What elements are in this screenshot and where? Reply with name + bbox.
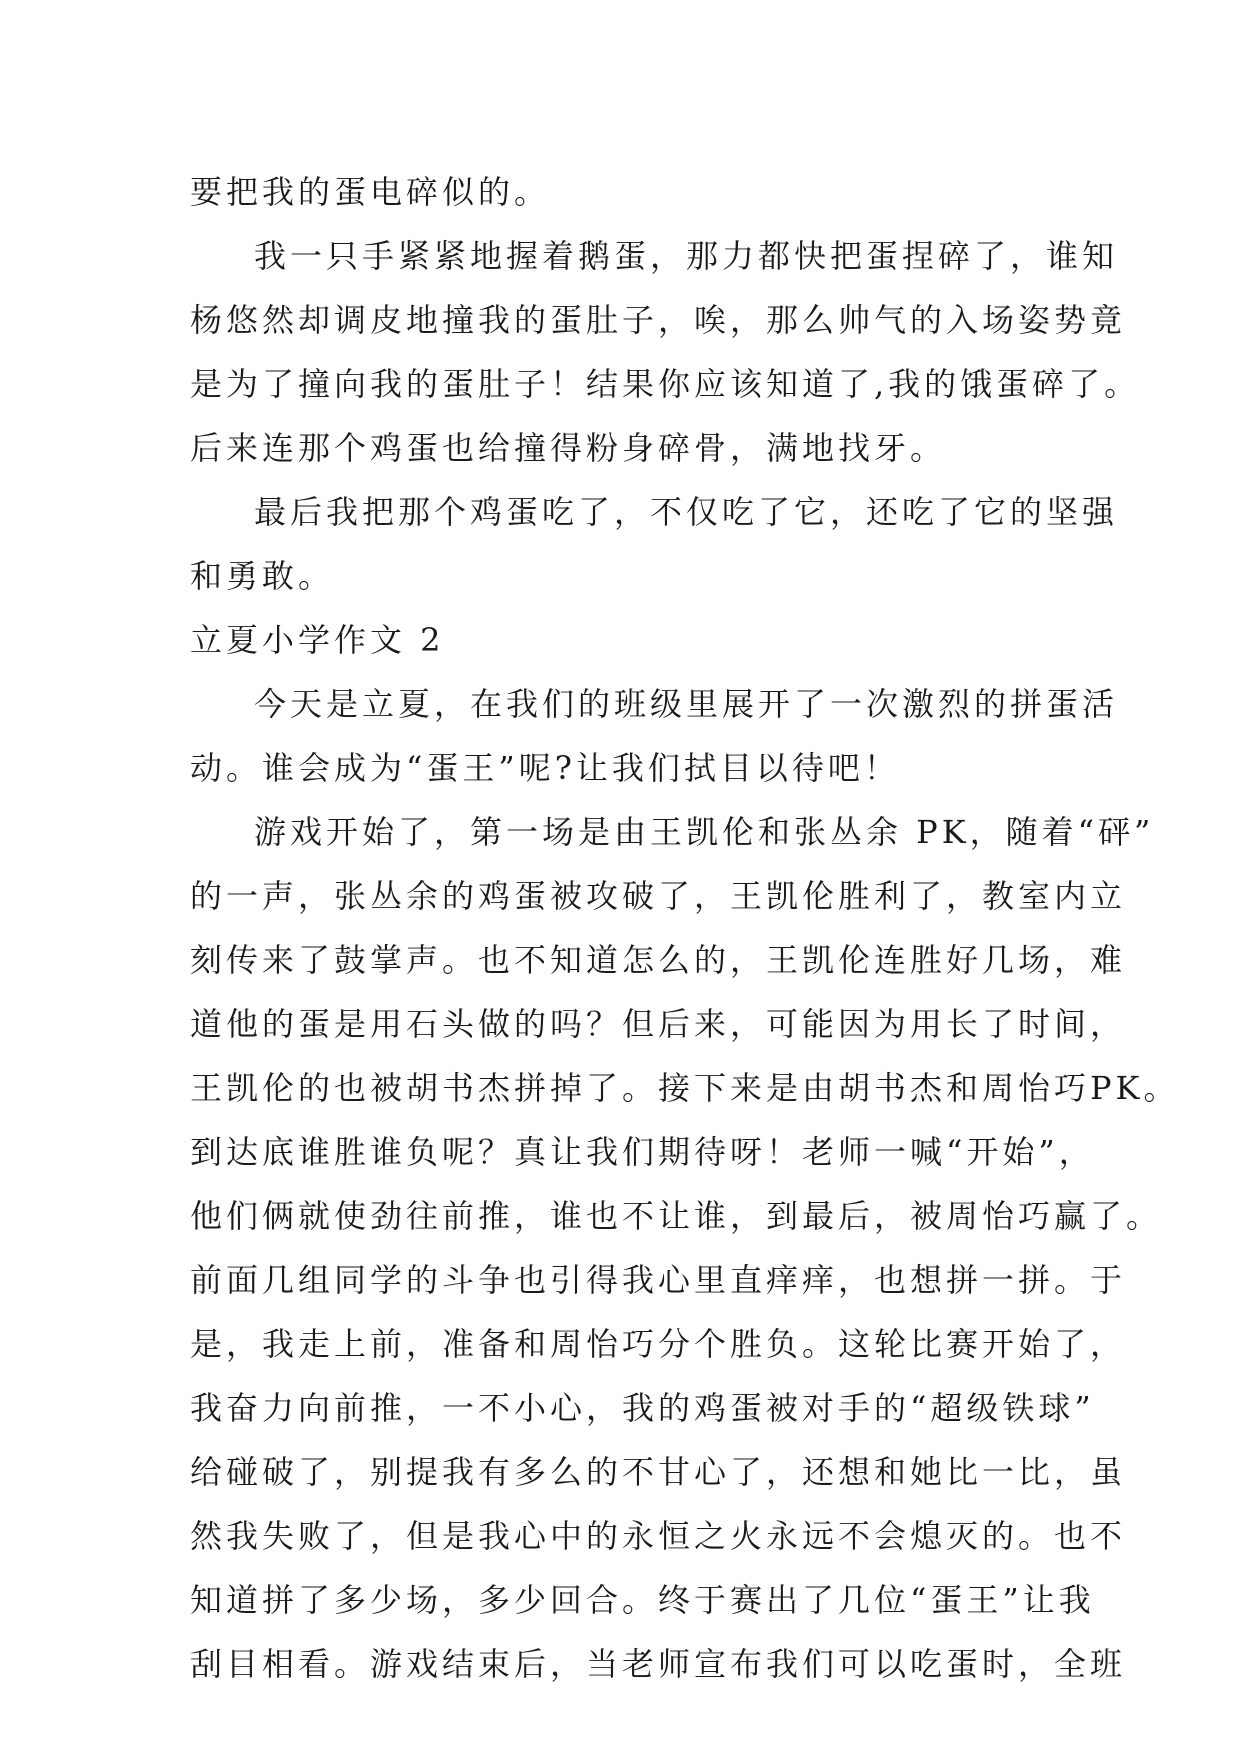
- text-line: 我奋力向前推，一不小心，我的鸡蛋被对手的“超级铁球”: [190, 1389, 1095, 1427]
- text-line: 他们俩就使劲往前推，谁也不让谁，到最后，被周怡巧赢了。: [190, 1197, 1163, 1235]
- text-line: 王凯伦的也被胡书杰拼掉了。接下来是由胡书杰和周怡巧PK。: [190, 1069, 1180, 1107]
- text-line: 是，我走上前，准备和周怡巧分个胜负。这轮比赛开始了，: [190, 1325, 1127, 1363]
- text-line: 游戏开始了，第一场是由王凯伦和张丛余 PK，随着“砰”: [254, 813, 1155, 851]
- text-line: 的一声，张丛余的鸡蛋被攻破了，王凯伦胜利了，教室内立: [190, 877, 1127, 915]
- text-line: 前面几组同学的斗争也引得我心里直痒痒，也想拼一拼。于: [190, 1261, 1127, 1299]
- text-line: 知道拼了多少场，多少回合。终于赛出了几位“蛋王”让我: [190, 1581, 1095, 1619]
- text-line: 动。谁会成为“蛋王”呢?让我们拭目以待吧！: [190, 749, 900, 787]
- text-line: 后来连那个鸡蛋也给撞得粉身碎骨，满地找牙。: [190, 429, 947, 467]
- text-line: 和勇敢。: [190, 557, 335, 595]
- text-line: 然我失败了，但是我心中的永恒之火永远不会熄灭的。也不: [190, 1517, 1127, 1555]
- section-heading: 立夏小学作文 2: [190, 621, 445, 659]
- text-line: 刮目相看。游戏结束后，当老师宣布我们可以吃蛋时，全班: [190, 1645, 1127, 1683]
- text-line: 给碰破了，别提我有多么的不甘心了，还想和她比一比，虽: [190, 1453, 1127, 1491]
- text-line: 是为了撞向我的蛋肚子！结果你应该知道了,我的饿蛋碎了。: [190, 365, 1141, 403]
- text-line: 我一只手紧紧地握着鹅蛋，那力都快把蛋捏碎了，谁知: [254, 237, 1119, 275]
- text-line: 最后我把那个鸡蛋吃了，不仅吃了它，还吃了它的坚强: [254, 493, 1119, 531]
- text-line: 要把我的蛋电碎似的。: [190, 173, 551, 211]
- text-line: 刻传来了鼓掌声。也不知道怎么的，王凯伦连胜好几场，难: [190, 941, 1127, 979]
- text-line: 杨悠然却调皮地撞我的蛋肚子，唉，那么帅气的入场姿势竟: [190, 301, 1127, 339]
- text-line: 道他的蛋是用石头做的吗？但后来，可能因为用长了时间，: [190, 1005, 1127, 1043]
- text-line: 今天是立夏，在我们的班级里展开了一次激烈的拼蛋活: [254, 685, 1119, 723]
- text-line: 到达底谁胜谁负呢？真让我们期待呀！老师一喊“开始”，: [190, 1133, 1095, 1171]
- document-body: [190, 160, 1180, 1696]
